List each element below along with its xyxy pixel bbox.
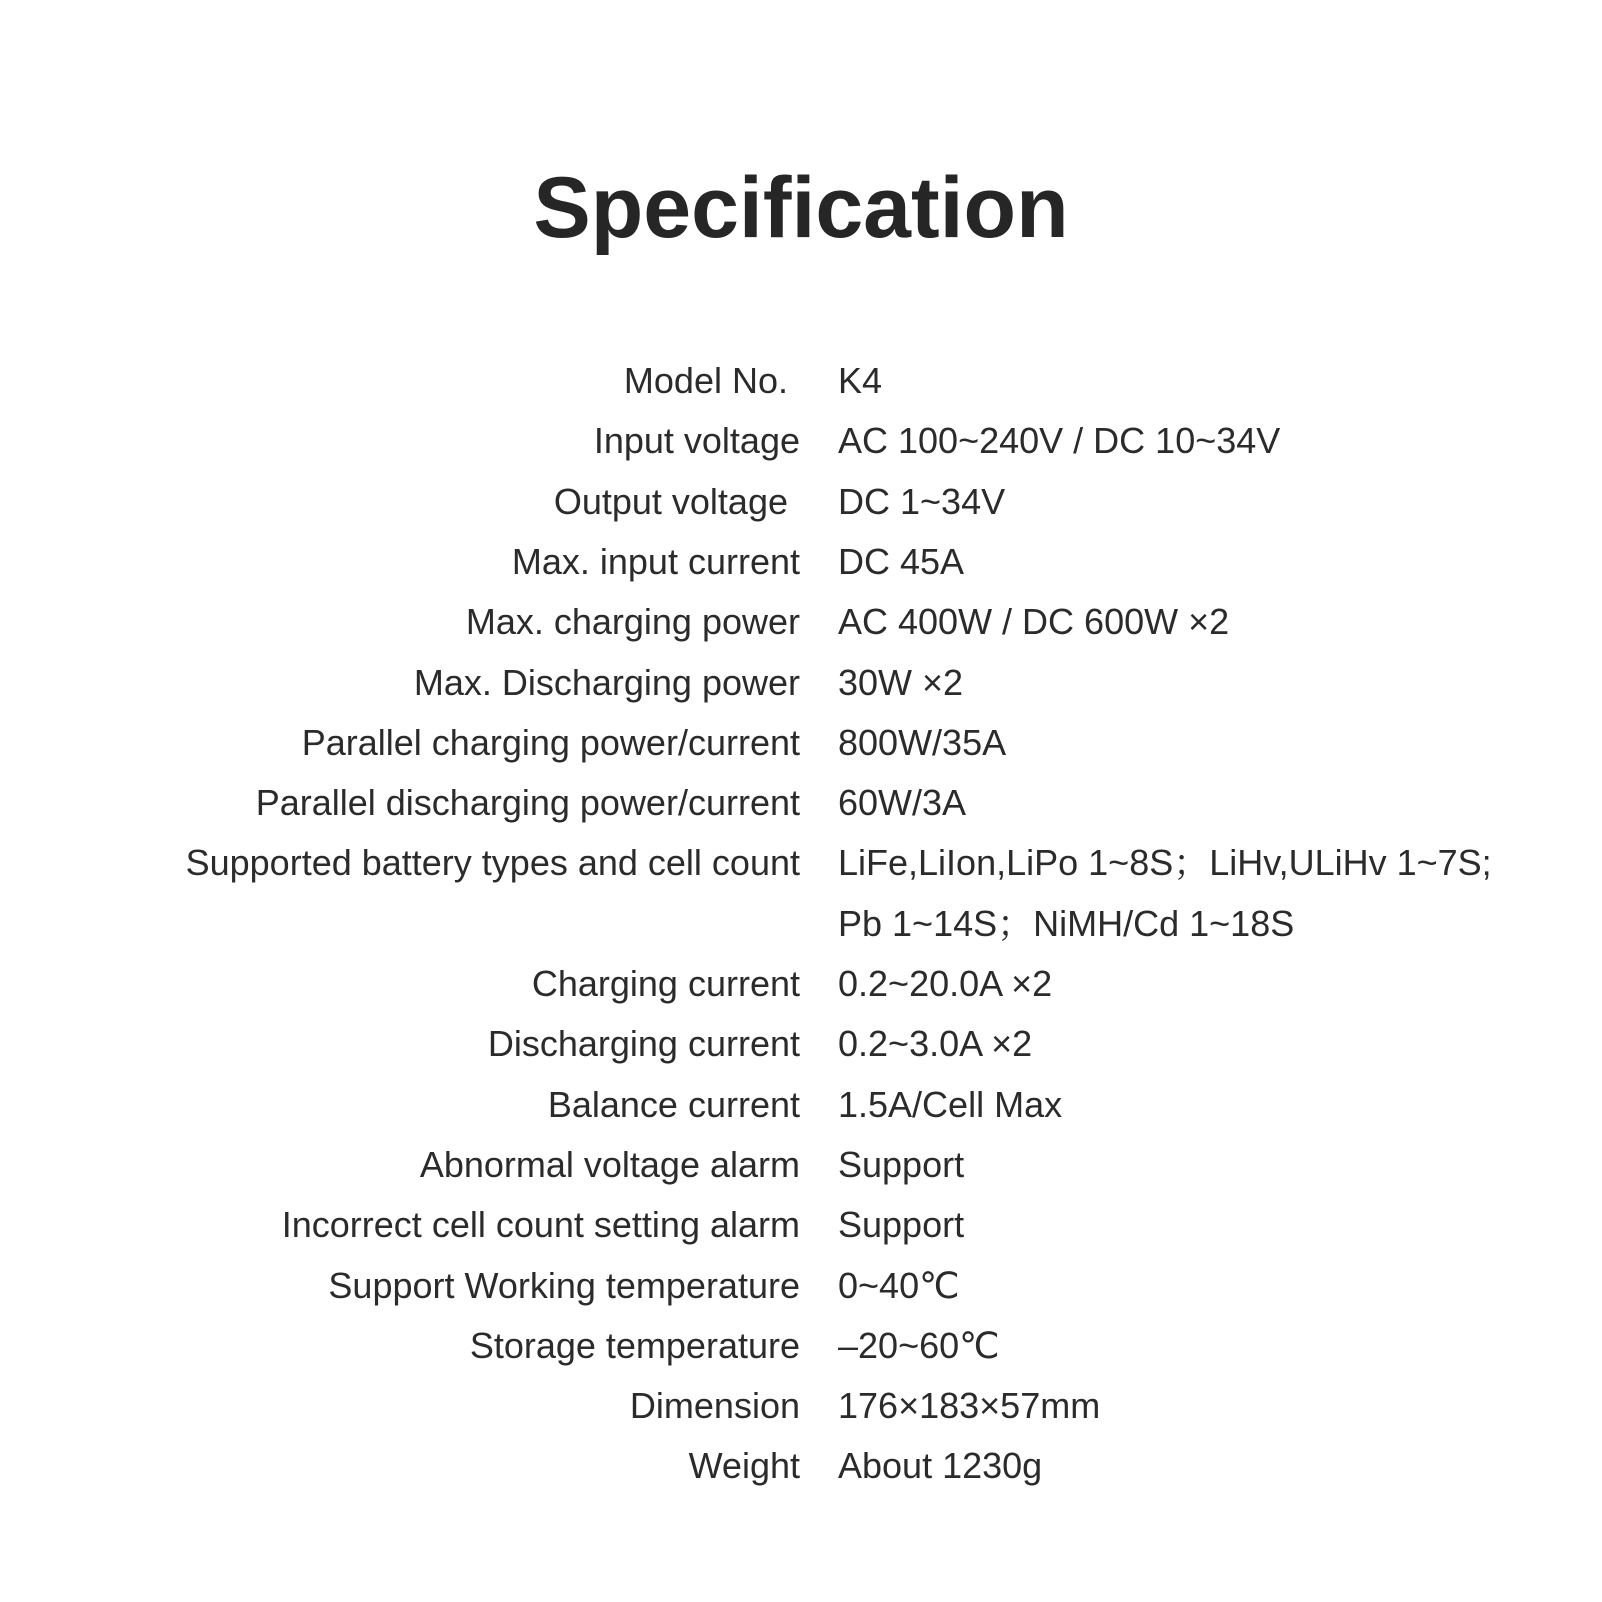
spec-row-parallel-discharging (0, 773, 1602, 833)
spec-row-input-voltage (0, 411, 1602, 471)
spec-value: AC 400W / DC 600W ×2 (838, 601, 1230, 643)
spec-value: 0.2~20.0A ×2 (838, 963, 1053, 1005)
spec-value: K4 (838, 360, 883, 402)
spec-value: 800W/35A (838, 721, 1007, 763)
spec-label: Max. Discharging power (413, 661, 800, 703)
spec-row-parallel-charging (0, 713, 1602, 773)
spec-value-line: Pb 1~14S；NiMH/Cd 1~18S (838, 902, 1295, 944)
spec-value (838, 833, 1538, 954)
spec-row-discharging-current (0, 1014, 1602, 1074)
spec-label: Parallel charging power/current (301, 721, 800, 763)
spec-label: Incorrect cell count setting alarm (281, 1204, 800, 1246)
spec-row-weight (0, 1436, 1602, 1496)
spec-value: 60W/3A (838, 782, 967, 824)
spec-row-max-discharging-power (0, 652, 1602, 712)
spec-row-working-temperature (0, 1255, 1602, 1315)
spec-value: DC 45A (838, 541, 965, 583)
spec-value: 30W ×2 (838, 661, 964, 703)
page-title: Specification (533, 160, 1069, 256)
spec-label: Storage temperature (469, 1324, 800, 1366)
spec-label: Abnormal voltage alarm (419, 1144, 800, 1185)
spec-label: Parallel discharging power/current (255, 782, 800, 824)
spec-row-charging-current (0, 954, 1602, 1014)
spec-row-storage-temperature (0, 1316, 1602, 1376)
spec-value: AC 100~240V / DC 10~34V (838, 420, 1281, 462)
spec-label: Weight (688, 1445, 800, 1487)
spec-value: –20~60℃ (838, 1324, 1000, 1366)
spec-row-battery-types (0, 833, 1602, 954)
spec-value: 0~40℃ (838, 1264, 960, 1306)
spec-label: Charging current (531, 963, 800, 1005)
spec-value: 176×183×57mm (838, 1385, 1101, 1427)
spec-label: Output voltage (553, 480, 788, 522)
spec-row-abnormal-voltage-alarm (0, 1135, 1602, 1195)
spec-label: Input voltage (593, 420, 800, 462)
spec-value: Support (838, 1144, 965, 1185)
spec-row-output-voltage (0, 472, 1602, 532)
spec-label: Max. input current (511, 541, 800, 583)
spec-value-line: LiFe,LiIon,LiPo 1~8S；LiHv,ULiHv 1~7S; (838, 842, 1492, 884)
spec-value: 1.5A/Cell Max (838, 1083, 1063, 1125)
spec-row-incorrect-cell-alarm (0, 1195, 1602, 1255)
spec-row-balance-current (0, 1075, 1602, 1135)
spec-label: Supported battery types and cell count (185, 842, 800, 884)
spec-table (0, 351, 1602, 1497)
spec-label: Dimension (629, 1385, 800, 1427)
spec-row-max-input-current (0, 532, 1602, 592)
spec-row-dimension (0, 1376, 1602, 1436)
spec-label: Balance current (547, 1083, 800, 1125)
spec-label: Discharging current (487, 1023, 800, 1065)
spec-value: DC 1~34V (838, 480, 1006, 522)
spec-value: 0.2~3.0A ×2 (838, 1023, 1033, 1065)
spec-row-max-charging-power (0, 592, 1602, 652)
spec-label: Max. charging power (465, 601, 800, 643)
spec-row-model (0, 351, 1602, 411)
spec-value: Support (838, 1204, 965, 1246)
spec-label: Support Working temperature (328, 1264, 800, 1306)
spec-label: Model No. (623, 360, 788, 402)
spec-value: About 1230g (838, 1445, 1043, 1487)
